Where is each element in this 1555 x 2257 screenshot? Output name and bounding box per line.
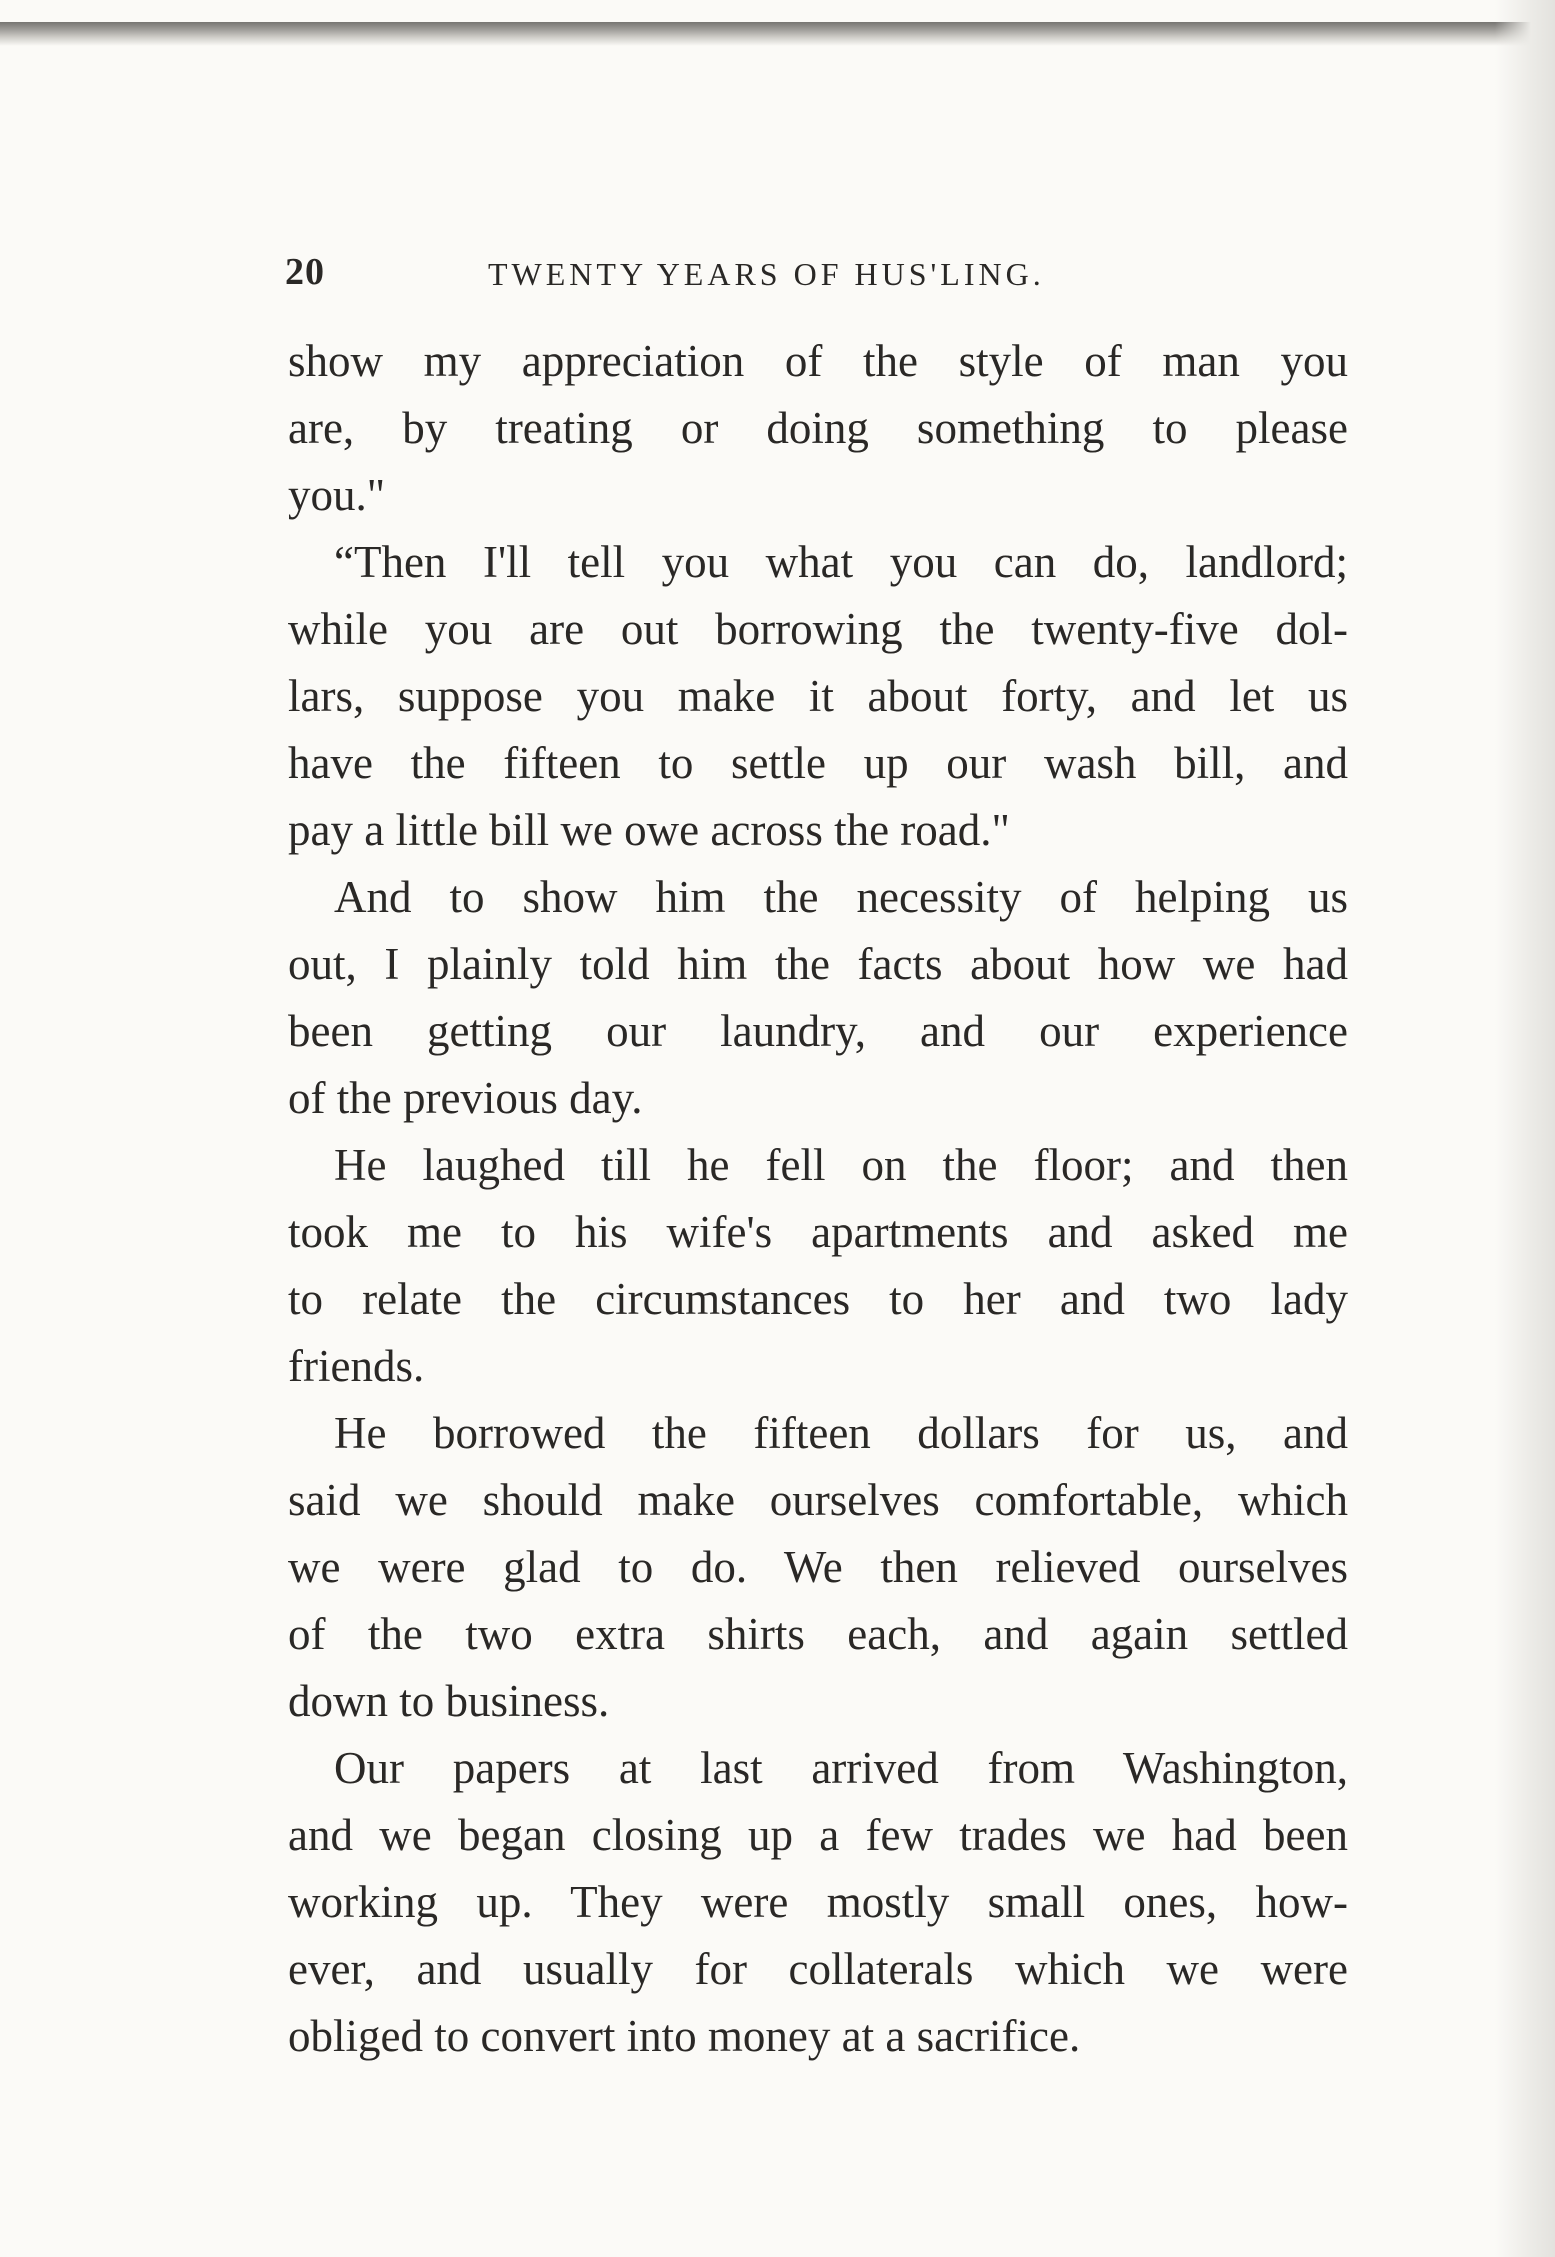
text-line: have the fifteen to settle up our wash bill, and: [288, 738, 1348, 788]
text-line: ever, and usually for collaterals which we were: [288, 1944, 1348, 1994]
text-line: down to business.: [288, 1676, 610, 1726]
paragraph: [288, 328, 1348, 529]
scan-right-edge: [1495, 0, 1555, 2257]
running-title: TWENTY YEARS OF HUS'LING.: [488, 256, 1045, 292]
text-line: out, I plainly told him the facts about how we had: [288, 939, 1348, 989]
text-line: pay a little bill we owe across the road.": [288, 805, 1010, 855]
body-text: [288, 328, 1348, 2070]
paragraph: [288, 1400, 1348, 1735]
text-line: “Then I'll tell you what you can do, landlord;: [334, 537, 1348, 587]
text-line: Our papers at last arrived from Washington,: [334, 1743, 1348, 1793]
text-line: working up. They were mostly small ones, how-: [288, 1877, 1348, 1927]
paragraph: [288, 1735, 1348, 2070]
text-line: been getting our laundry, and our experience: [288, 1006, 1348, 1056]
page-header: [285, 248, 1345, 298]
text-line: of the previous day.: [288, 1073, 643, 1123]
text-line: took me to his wife's apartments and asked me: [288, 1207, 1348, 1257]
scan-top-edge: [0, 22, 1555, 46]
text-line: and we began closing up a few trades we had been: [288, 1810, 1348, 1860]
text-line: while you are out borrowing the twenty-five dol-: [288, 604, 1348, 654]
text-line: He laughed till he fell on the floor; and then: [334, 1140, 1348, 1190]
text-line: lars, suppose you make it about forty, and let us: [288, 671, 1348, 721]
text-line: of the two extra shirts each, and again settled: [288, 1609, 1348, 1659]
text-line: obliged to convert into money at a sacrifice.: [288, 2011, 1081, 2061]
text-line: said we should make ourselves comfortable, which: [288, 1475, 1348, 1525]
text-line: are, by treating or doing something to please: [288, 403, 1348, 453]
text-line: And to show him the necessity of helping us: [334, 872, 1348, 922]
text-line: you.": [288, 470, 386, 520]
text-line: He borrowed the fifteen dollars for us, and: [334, 1408, 1348, 1458]
text-line: friends.: [288, 1341, 425, 1391]
text-line: we were glad to do. We then relieved ourselves: [288, 1542, 1348, 1592]
page-number: 20: [285, 251, 325, 293]
paragraph: [288, 529, 1348, 864]
text-line: show my appreciation of the style of man you: [288, 336, 1348, 386]
paragraph: [288, 1132, 1348, 1400]
paragraph: [288, 864, 1348, 1132]
text-line: to relate the circumstances to her and two lady: [288, 1274, 1348, 1324]
